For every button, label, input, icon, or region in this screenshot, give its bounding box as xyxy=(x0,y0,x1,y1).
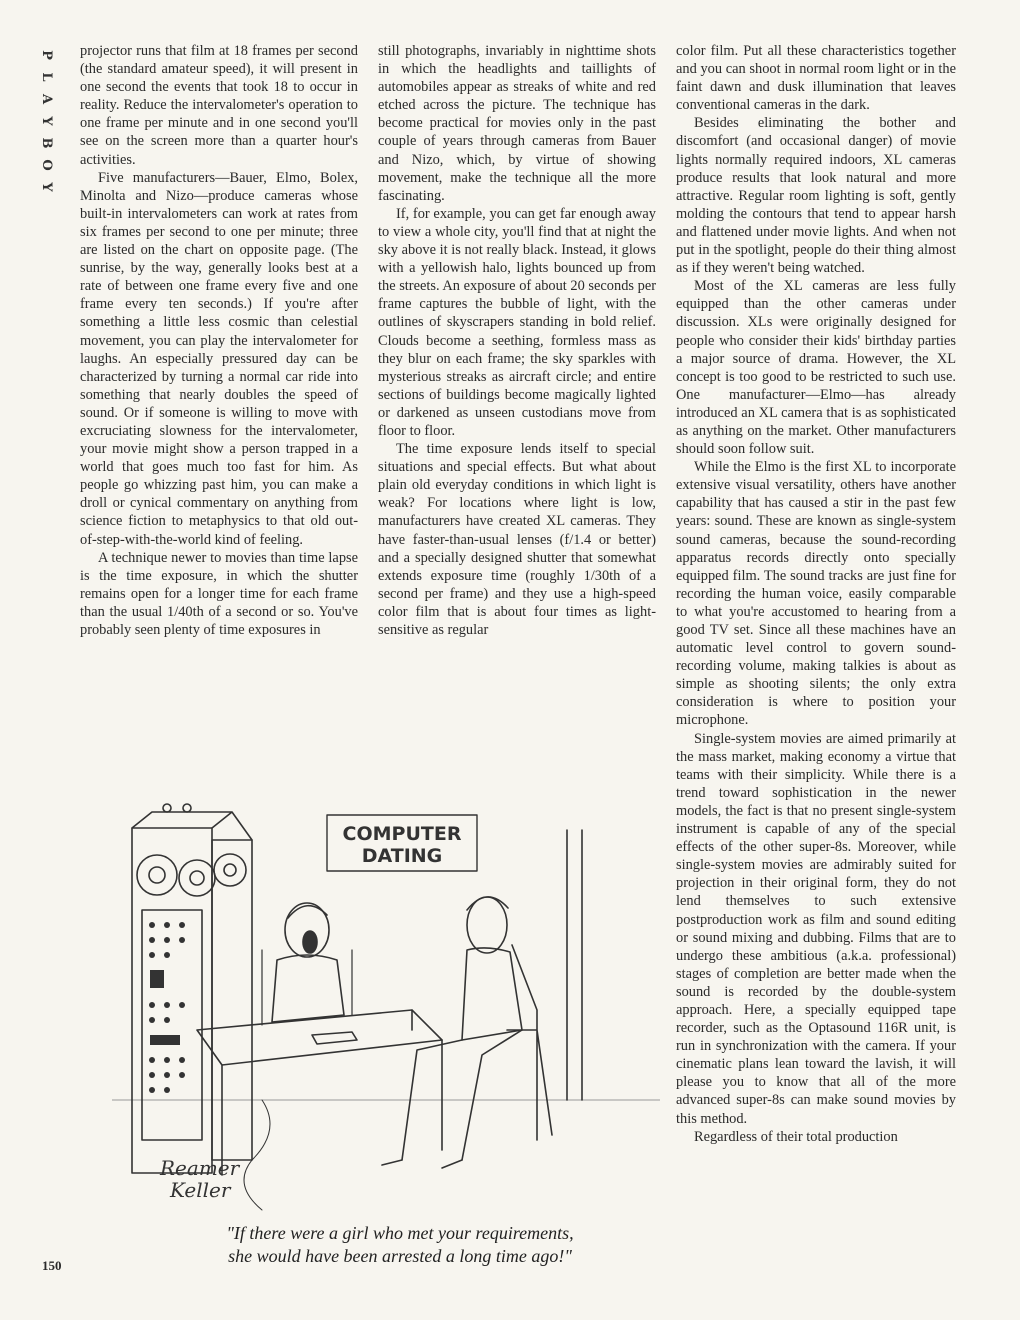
page-number: 150 xyxy=(42,1258,62,1273)
paragraph: A technique newer to movies than time lapse is the time exposure, in which the shutter remains open for a longer time for each frame than the usual 1/40th of a second or so. You've probably seen plenty of time exposures in xyxy=(80,549,358,638)
paragraph: While the Elmo is the first XL to incorporate extensive visual versatility, others have another capability that has caused a stir in the past few years: sound. These are known as single-system sound cameras, because the sound-recording apparatus records directly onto specially equipped film. The sound tracks are just fine for recording the human voice, easily comparable to what you're accustomed to hearing from a good TV set. Since all these machines have an automatic level control to govern sound-recording volume, making talkies is about as simple as shooting silents; the only extra consideration is where to position your microphone. xyxy=(676,459,956,729)
paragraph: projector runs that film at 18 frames per second (the standard amateur speed), it will present in one second the events that took 18 to occur in reality. Reduce the intervalometer's operation to one frame per minute and in one second you'll see on the screen more than a quarter hour's activities. xyxy=(80,43,358,168)
masthead-letter: B xyxy=(39,137,54,149)
masthead-letter: Y xyxy=(39,182,54,192)
caption-line-1: "If there were a girl who met your requirements, xyxy=(226,1223,574,1243)
masthead-letter: L xyxy=(39,72,54,82)
masthead-letter: A xyxy=(39,93,54,105)
article-column-3 xyxy=(676,42,956,1146)
masthead-letter: O xyxy=(39,159,54,171)
paragraph: Five manufacturers—Bauer, Elmo, Bolex, Minolta and Nizo—produce cameras whose built-in intervalometers can work at rates from six frames per second to one per minute; three are listed on the chart on opposite page. (The sunrise, by the way, generally looks best at a rate of between one frame every five and one frame every ten seconds.) If you're after something a little less cosmic than celestial movement, you can play the intervalometer for laughs. An especially pressured day can be characterized by turning a normal car ride into something that nearly doubles the speed of sound. Or if someone is willing to move with excruciating slowness for the intervalometer, your movie might show a person trapped in a world that goes much too fast for him. As people go whizzing past him, you can make a droll or cynical commentary on anything from science fiction to metaphysics to that old out-of-step-with-the-world kind of feeling. xyxy=(80,169,358,548)
paragraph: Regardless of their total production xyxy=(694,1128,898,1145)
masthead xyxy=(36,44,56,198)
paragraph: Besides eliminating the bother and discomfort (and occasional danger) of movie lights normally required indoors, XL cameras produce results that look natural and more attractive. Regular room lighting is soft, gently molding the contours that tend to appear harsh and flattened under movie lights. And when not put in the spotlight, people do their thing almost as if they weren't being watched. xyxy=(676,115,956,277)
article-column-1 xyxy=(80,42,358,639)
masthead-letter: Y xyxy=(39,116,54,126)
paragraph: still photographs, invariably in nighttime shots in which the headlights and taillights of automobiles appear as streaks of white and red etched across the picture. The technique has become practical for movies only in the past couple of years through cameras from Bauer and Nizo, which, by virtue of showing movement, make the technique all the more fascinating. xyxy=(378,43,656,204)
cartoon-signature-line2: Keller xyxy=(170,1178,231,1202)
cartoon-illustration xyxy=(112,800,660,1225)
cartoon-caption xyxy=(140,1222,660,1268)
cartoon-signature-line1: Reamer xyxy=(160,1156,240,1180)
cartoon-sign-line1: COMPUTER xyxy=(342,823,462,845)
cartoon-sign-line2: DATING xyxy=(361,845,443,867)
paragraph: The time exposure lends itself to special situations and special effects. But what about plain old everyday conditions in which light is weak? For locations where light is low, manufacturers have created XL cameras. They have faster-than-usual lenses (f/1.4 or better) and a specially designed shutter that somewhat extends exposure time (roughly 1/30th of a second per frame) and they use a high-speed color film that is about four times as light-sensitive as regular xyxy=(378,441,656,638)
masthead-letter: P xyxy=(39,50,54,60)
caption-line-2: she would have been arrested a long time ago!" xyxy=(228,1246,572,1266)
paragraph: If, for example, you can get far enough away to view a whole city, you'll find that at night the sky above it is not really black. Instead, it glows with a yellowish halo, lights bounced up from the streets. An exposure of about 20 seconds per frame captures the bubble of light, with the outlines of skyscrapers standing in bold relief. Clouds become a seething, formless mass as they blur on each frame; the sky sparkles with mysterious streaks as aircraft circle; and entire sections of buildings become magically lighted or darkened as unseen custodians move from floor to floor. xyxy=(378,205,656,439)
paragraph: Single-system movies are aimed primarily at the mass market, making economy a virtue that teams with their simplicity. While there is a trend toward sophistication in the newer models, the fact is that no present single-system instrument is capable of any of the special effects of the other super-8s. Moreover, while single-system movies are admirably suited for projection in their original form, they do not lend themselves to such extensive postproduction work as film and sound editing or sound mixing and dubbing. Films that are to undergo these ambitious (a.k.a. professional) stages of completion are better made when the sound is recorded by the double-system approach. Here, a specially equipped tape recorder, such as the Optasound 116R unit, is run in synchronization with the camera. If your cinematic plans lean toward the lavish, it will please you to know that all of the more advanced super-8s can make sound movies by this method. xyxy=(676,730,956,1127)
paragraph: Most of the XL cameras are less fully equipped than the other cameras under discussion. XLs were originally designed for people who consider their kids' birthday parties a major source of drama. However, the XL concept is too good to be restricted to such use. One manufacturer—Elmo—has already introduced an XL camera that is as sophisticated as anything on the market. Other manufacturers should soon follow suit. xyxy=(676,278,956,458)
paragraph: color film. Put all these characteristics together and you can shoot in normal room light or in the faint dawn and dusk illumination that leaves conventional cameras in the dark. xyxy=(676,43,956,114)
article-column-2 xyxy=(378,42,656,639)
